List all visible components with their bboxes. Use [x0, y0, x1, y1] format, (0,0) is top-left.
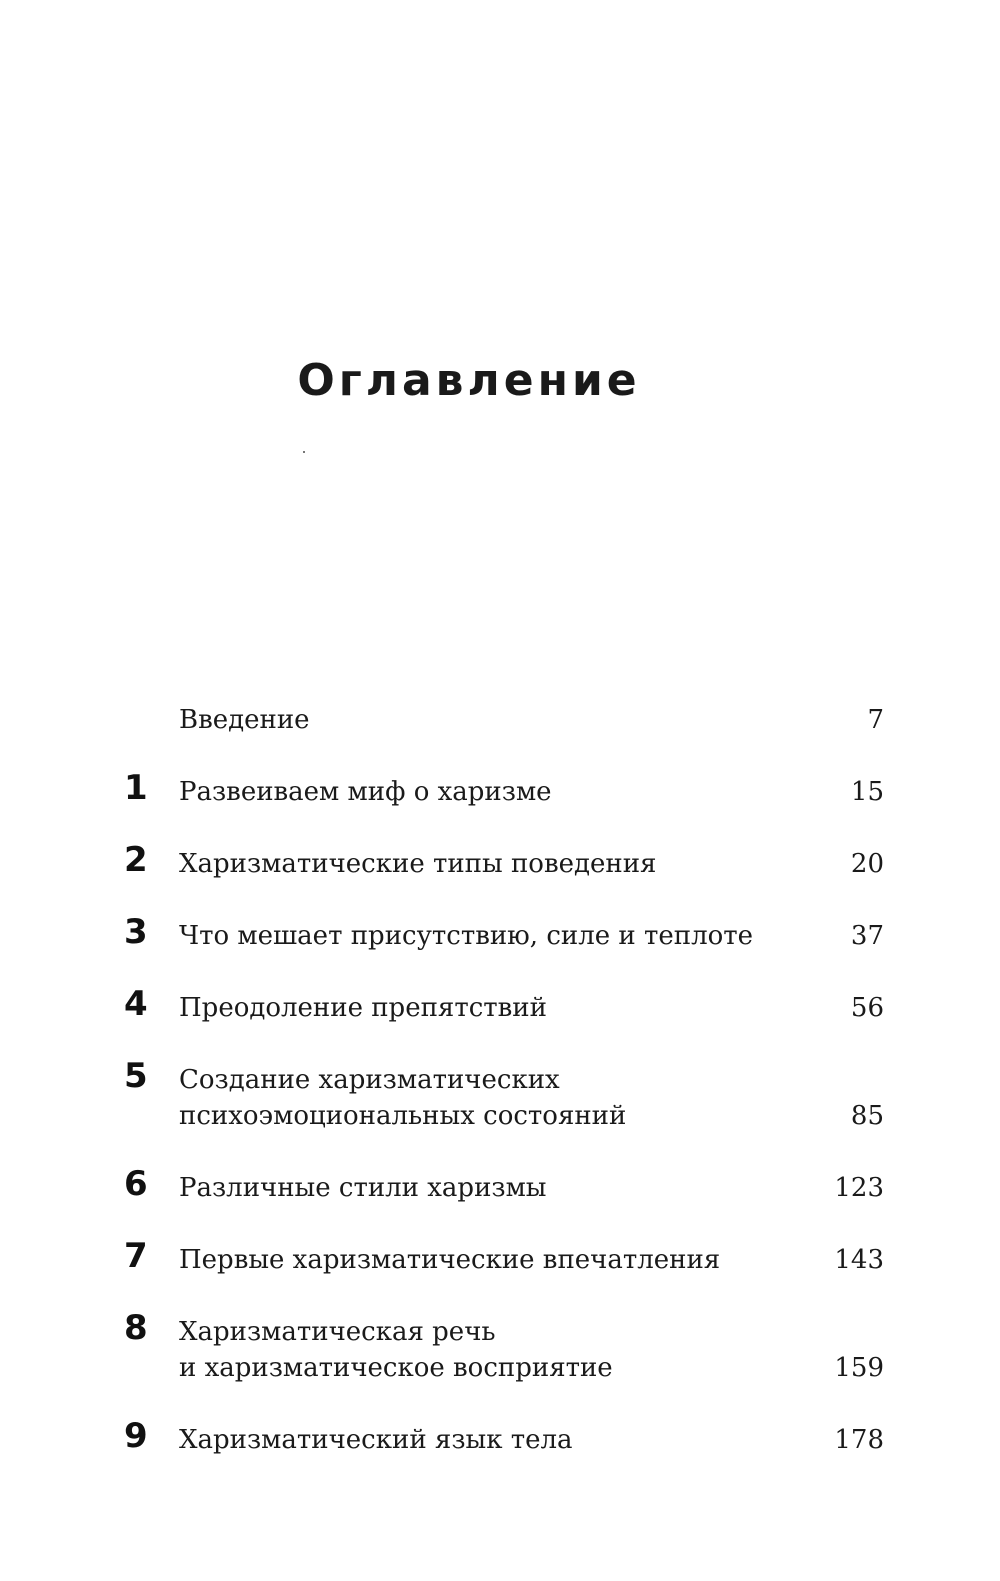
chapter-title	[179, 1314, 779, 1386]
chapter-number: 4	[124, 984, 148, 1024]
toc-entry	[0, 1166, 1000, 1238]
page-number: 20	[850, 849, 884, 879]
chapter-number: 5	[124, 1056, 148, 1096]
chapter-title-line: Развеиваем миф о харизме	[179, 777, 552, 807]
toc-entry	[0, 1310, 1000, 1418]
page-number: 85	[850, 1101, 884, 1131]
chapter-title-line: Различные стили харизмы	[179, 1173, 547, 1203]
page-title-text: Оглавление	[297, 355, 641, 406]
toc-entry	[0, 914, 1000, 986]
page-number: 159	[834, 1353, 884, 1383]
toc-entry	[0, 770, 1000, 842]
page-number: 143	[834, 1245, 884, 1275]
chapter-number: 2	[124, 840, 148, 880]
chapter-title-line: Харизматическая речь	[179, 1317, 496, 1347]
chapter-number: 6	[124, 1164, 148, 1204]
chapter-number: 9	[124, 1416, 148, 1456]
chapter-number: 7	[124, 1236, 148, 1276]
chapter-title-line: Преодоление препятствий	[179, 993, 547, 1023]
toc-entry	[0, 986, 1000, 1058]
chapter-title-line: Создание харизматических	[179, 1065, 560, 1095]
toc-entry	[0, 1058, 1000, 1166]
chapter-title-line: Харизматические типы поведения	[179, 849, 657, 879]
table-of-contents	[0, 698, 1000, 1490]
chapter-title-line: Первые харизматические впечатления	[179, 1245, 721, 1275]
page-number: 37	[850, 921, 884, 951]
page-number: 7	[867, 705, 884, 735]
chapter-title-line: Введение	[179, 705, 310, 735]
chapter-number: 8	[124, 1308, 148, 1348]
chapter-title	[179, 990, 779, 1026]
chapter-number: 1	[124, 768, 148, 808]
chapter-title-line: и харизматическое восприятие	[179, 1353, 613, 1383]
chapter-title-line: Что мешает присутствию, силе и теплоте	[179, 921, 754, 951]
chapter-title	[179, 846, 779, 882]
toc-entry	[0, 698, 1000, 770]
toc-entry	[0, 1238, 1000, 1310]
chapter-title	[179, 918, 779, 954]
chapter-title	[179, 774, 779, 810]
chapter-title-line: психоэмоциональных состояний	[179, 1101, 627, 1131]
page-number: 56	[850, 993, 884, 1023]
page-title	[0, 355, 1000, 406]
print-speck	[303, 451, 305, 453]
page-number: 178	[834, 1425, 884, 1455]
chapter-title	[179, 702, 779, 738]
chapter-title-line: Харизматический язык тела	[179, 1425, 573, 1455]
toc-entry	[0, 1418, 1000, 1490]
toc-entry	[0, 842, 1000, 914]
page-number: 123	[834, 1173, 884, 1203]
chapter-title	[179, 1062, 779, 1134]
chapter-title	[179, 1242, 779, 1278]
chapter-title	[179, 1170, 779, 1206]
page-number: 15	[850, 777, 884, 807]
chapter-title	[179, 1422, 779, 1458]
chapter-number: 3	[124, 912, 148, 952]
